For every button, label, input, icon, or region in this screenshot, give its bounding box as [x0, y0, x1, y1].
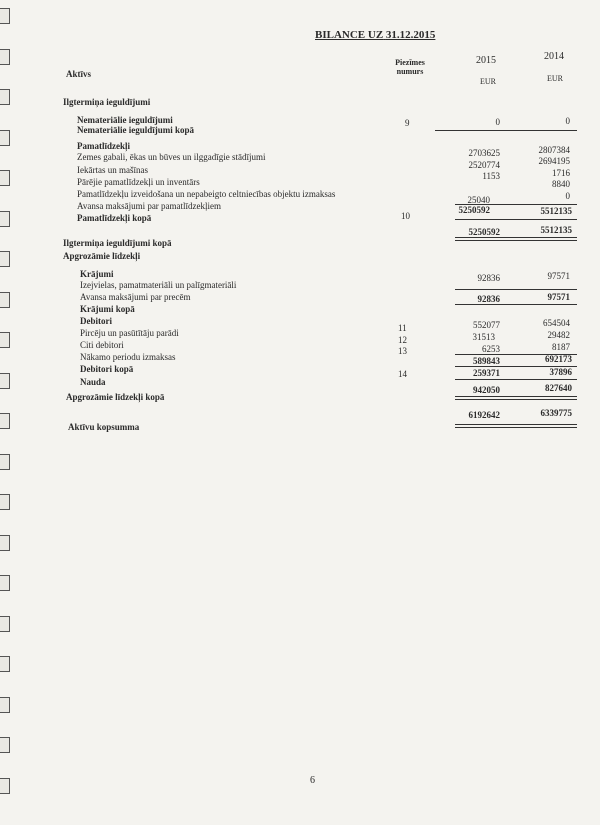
value-2014: 654504 — [543, 318, 570, 328]
balance-title: BILANCE UZ 31.12.2015 — [315, 29, 436, 41]
value-2015: 92836 — [477, 273, 500, 283]
binder-tab — [0, 89, 10, 105]
value-2014: 2807384 — [538, 145, 570, 155]
row-label: Pircēju un pasūtītāju parādi — [80, 328, 179, 338]
value-2015: 942050 — [473, 385, 500, 395]
value-2014: 8840 — [552, 179, 570, 189]
value-2014: 37896 — [549, 367, 572, 377]
binder-tab — [0, 292, 10, 308]
value-2014: 0 — [565, 191, 570, 201]
value-2015: 552077 — [473, 320, 500, 330]
currency-2014: EUR — [547, 74, 563, 83]
binder-tab — [0, 332, 10, 348]
value-2015: 31513 — [472, 332, 495, 342]
value-2015: 589843 — [473, 356, 500, 366]
value-2014: 692173 — [545, 354, 572, 364]
value-2015: 5250592 — [458, 205, 490, 215]
row-label: Krājumi — [80, 269, 114, 279]
row-label: Nākamo periodu izmaksas — [80, 352, 176, 362]
value-2015: 25040 — [467, 195, 490, 205]
rule-line — [455, 379, 577, 380]
aktivs-heading: Aktīvs — [66, 69, 92, 79]
value-2015: 92836 — [477, 294, 500, 304]
section-total-label: Apgrozāmie līdzekļi kopā — [66, 392, 165, 402]
row-label: Avansa maksājumi par precēm — [80, 292, 191, 302]
row-label: Debitori kopā — [80, 364, 134, 374]
binder-tab — [0, 251, 10, 267]
value-2014: 5512135 — [540, 206, 572, 216]
row-label: Nemateriālie ieguldījumi kopā — [77, 125, 194, 135]
double-rule — [455, 237, 577, 241]
row-label: Zemes gabali, ēkas un būves un ilggadīgie stādījumi — [77, 152, 266, 162]
note-number: 13 — [398, 346, 407, 356]
value-2015: 259371 — [473, 368, 500, 378]
value-2015: 2703625 — [468, 148, 500, 158]
row-label: Pamatlīdzekļu izveidošana un nepabeigto celtniecības objektu izmaksas — [77, 189, 336, 199]
value-2015: 0 — [495, 117, 500, 127]
value-2014: 5512135 — [540, 225, 572, 235]
value-2014: 29482 — [547, 330, 570, 340]
binder-tab — [0, 8, 10, 24]
double-rule — [455, 424, 577, 428]
binder-tab — [0, 49, 10, 65]
note-number: 14 — [398, 369, 407, 379]
value-2014: 6339775 — [540, 408, 572, 418]
year-2015-header: 2015 — [476, 55, 496, 66]
binder-tab — [0, 737, 10, 753]
value-2014: 8187 — [552, 342, 570, 352]
notes-column-header: Piezīmes numurs — [395, 58, 425, 76]
value-2014: 2694195 — [538, 156, 570, 166]
rule-line — [455, 219, 577, 220]
binder-tab — [0, 656, 10, 672]
page-number: 6 — [310, 775, 315, 786]
row-label: Debitori — [80, 316, 112, 326]
row-label: Iekārtas un mašīnas — [77, 165, 148, 175]
rule-line — [455, 289, 577, 290]
value-2014: 0 — [565, 116, 570, 126]
row-label: Avansa maksājumi par pamatlīdzekļiem — [77, 201, 222, 211]
grand-total-label: Aktīvu kopsumma — [68, 422, 140, 432]
binder-tab — [0, 494, 10, 510]
row-label: Pamatlīdzekļi kopā — [77, 213, 152, 223]
binder-tab — [0, 170, 10, 186]
row-label: Krājumi kopā — [80, 304, 135, 314]
row-label: Nauda — [80, 377, 106, 387]
note-number: 12 — [398, 335, 407, 345]
binder-tab — [0, 616, 10, 632]
rule-line — [435, 130, 577, 131]
value-2015: 6192642 — [468, 410, 500, 420]
section-total-label: Ilgtermiņa ieguldījumi kopā — [63, 238, 172, 248]
currency-2015: EUR — [480, 77, 496, 86]
value-2014: 1716 — [552, 168, 570, 178]
note-number: 9 — [405, 118, 410, 128]
value-2014: 97571 — [547, 292, 570, 302]
binder-tab — [0, 454, 10, 470]
rule-line — [455, 304, 577, 305]
binder-tab — [0, 697, 10, 713]
binder-tab — [0, 413, 10, 429]
row-label: Pamatlīdzekļi — [77, 141, 130, 151]
value-2014: 827640 — [545, 383, 572, 393]
binder-tab — [0, 211, 10, 227]
binder-tab — [0, 778, 10, 794]
row-label: Nemateriālie ieguldījumi — [77, 115, 173, 125]
row-label: Pārējie pamatlīdzekļi un inventārs — [77, 177, 200, 187]
binder-tab — [0, 130, 10, 146]
note-number: 11 — [398, 323, 407, 333]
binder-tab — [0, 575, 10, 591]
value-2015: 1153 — [482, 171, 500, 181]
binder-tab — [0, 535, 10, 551]
value-2014: 97571 — [547, 271, 570, 281]
section-heading: Ilgtermiņa ieguldījumi — [63, 97, 151, 107]
value-2015: 6253 — [482, 344, 500, 354]
note-number: 10 — [401, 211, 410, 221]
double-rule — [455, 396, 577, 400]
year-2014-header: 2014 — [544, 51, 564, 62]
value-2015: 5250592 — [468, 227, 500, 237]
section-heading: Apgrozāmie līdzekļi — [63, 251, 141, 261]
binder-tab — [0, 373, 10, 389]
row-label: Izejvielas, pamatmateriāli un palīgmateriāli — [80, 280, 237, 290]
row-label: Citi debitori — [80, 340, 124, 350]
value-2015: 2520774 — [468, 160, 500, 170]
